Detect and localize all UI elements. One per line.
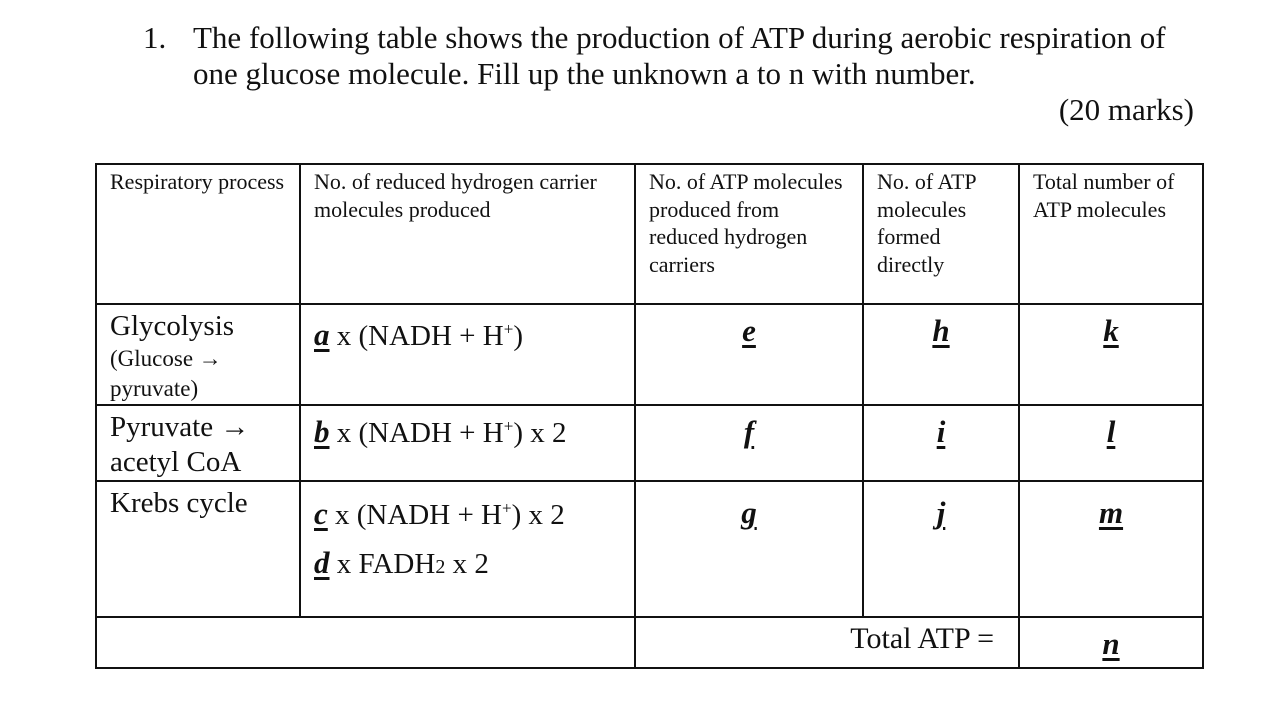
atp-from-carriers-cell: [635, 481, 863, 617]
question-text: The following table shows the production of ATP during aerobic respiration of one glucose molecule. Fill up the unknown a to n with number.: [193, 20, 1166, 91]
carrier-cell: [300, 405, 635, 481]
carrier-cell: [300, 304, 635, 405]
atp-direct-cell: [863, 405, 1019, 481]
blank-answer[interactable]: c: [314, 496, 328, 531]
blank-answer[interactable]: l: [1106, 414, 1116, 449]
blank-answer[interactable]: a: [314, 317, 330, 352]
carrier-subscript: 2: [435, 556, 446, 578]
question-number: 1.: [143, 20, 167, 55]
table-row: [96, 481, 1203, 617]
blank-answer[interactable]: b: [314, 414, 330, 449]
process-name: Pyruvate → acetyl CoA: [110, 411, 250, 478]
table-row: [96, 405, 1203, 481]
carrier-text: x (NADH + H: [329, 320, 504, 352]
blank-answer[interactable]: h: [932, 313, 950, 348]
carrier-text: x (NADH + H: [327, 499, 502, 531]
process-name: Glycolysis: [110, 310, 235, 342]
header-reduced-carriers: No. of reduced hydrogen carrier molecules produced: [300, 164, 635, 304]
header-row: [96, 164, 1203, 304]
process-detail: (Glucose → pyruvate): [110, 346, 222, 401]
carrier-text-end: ) x 2: [511, 499, 565, 531]
carrier-text-end: x 2: [445, 548, 489, 580]
blank-answer[interactable]: e: [742, 313, 756, 348]
atp-direct-cell: [863, 304, 1019, 405]
carrier-text-end: ): [513, 320, 523, 352]
carrier-text: x FADH: [329, 548, 436, 580]
blank-answer[interactable]: d: [314, 545, 330, 580]
process-name: Krebs cycle: [110, 487, 248, 519]
header-atp-from-carriers: No. of ATP molecules produced from reduced hydrogen carriers: [635, 164, 863, 304]
blank-answer[interactable]: m: [1098, 495, 1124, 530]
total-atp-label: Total ATP =: [635, 617, 1019, 668]
atp-table: [95, 163, 1204, 669]
total-row: [96, 617, 1203, 668]
carrier-text: x (NADH + H: [329, 417, 504, 449]
empty-cell: [96, 617, 635, 668]
carrier-superscript: +: [503, 319, 514, 339]
blank-answer[interactable]: j: [936, 495, 946, 530]
total-cell: [1019, 481, 1203, 617]
blank-answer[interactable]: n: [1102, 626, 1120, 661]
carrier-superscript: +: [503, 416, 514, 436]
process-cell: [96, 405, 300, 481]
total-cell: [1019, 304, 1203, 405]
process-cell: [96, 304, 300, 405]
blank-answer[interactable]: f: [743, 414, 755, 449]
header-respiratory-process: Respiratory process: [96, 164, 300, 304]
question-marks: (20 marks): [1058, 92, 1194, 127]
header-atp-direct: No. of ATP molecules formed directly: [863, 164, 1019, 304]
carrier-cell: [300, 481, 635, 617]
carrier-text-end: ) x 2: [513, 417, 567, 449]
total-atp-cell: [1019, 617, 1203, 668]
header-total-atp: Total number of ATP molecules: [1019, 164, 1203, 304]
blank-answer[interactable]: k: [1103, 313, 1119, 348]
carrier-superscript: +: [502, 498, 512, 518]
atp-from-carriers-cell: [635, 405, 863, 481]
blank-answer[interactable]: g: [741, 495, 757, 530]
atp-direct-cell: [863, 481, 1019, 617]
process-cell: [96, 481, 300, 617]
atp-from-carriers-cell: [635, 304, 863, 405]
blank-answer[interactable]: i: [936, 414, 946, 449]
total-cell: [1019, 405, 1203, 481]
table-row: [96, 304, 1203, 405]
